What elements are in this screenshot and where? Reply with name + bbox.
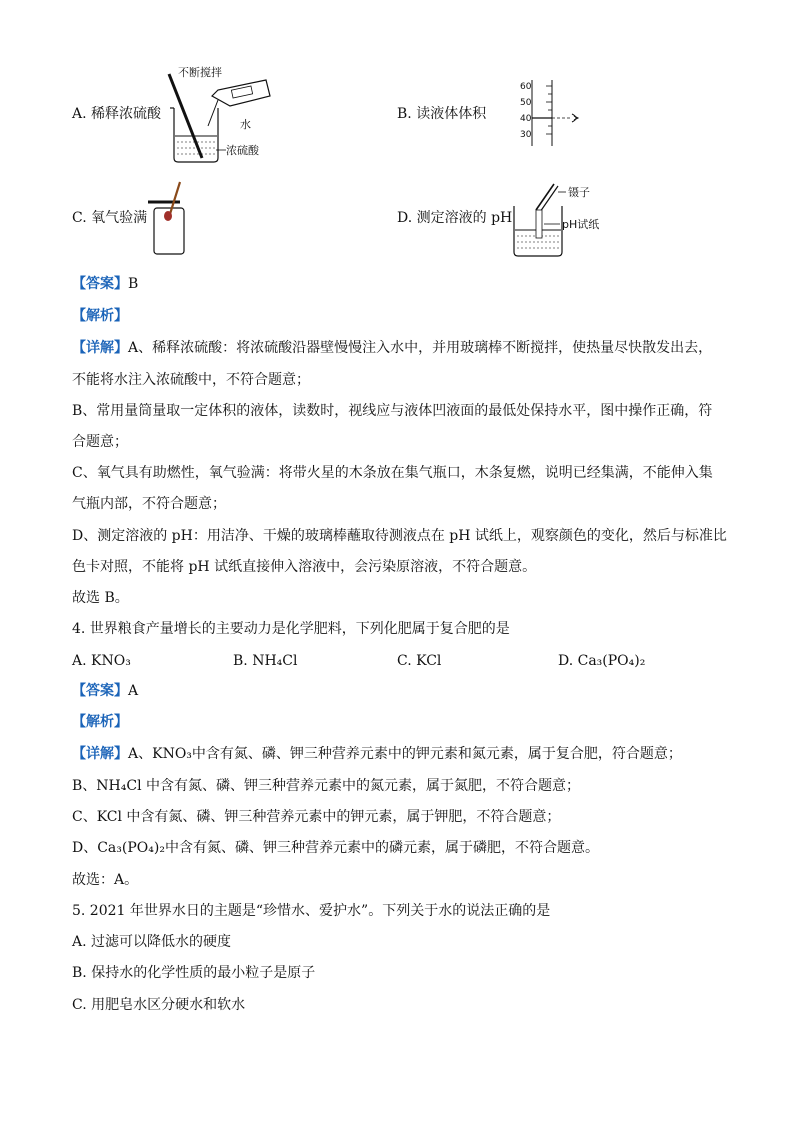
q5-option-c: C. 用肥皂水区分硬水和软水: [72, 997, 246, 1013]
graduated-cylinder-figure: [512, 76, 592, 148]
water-label: 水: [240, 118, 251, 131]
q4-analysis-tag: 【解析】: [72, 714, 128, 730]
ph-paper-label: pH试纸: [562, 218, 600, 231]
q4-line: B、NH₄Cl 中含有氮、磷、钾三种营养元素中的氮元素，属于氮肥，不符合题意；: [72, 778, 580, 794]
q5-option-a: A. 过滤可以降低水的硬度: [72, 934, 232, 950]
q3-line: C、氧气具有助燃性，氧气验满：将带火星的木条放在集气瓶口，木条复燃，说明已经集满，不能伸入集: [72, 465, 713, 481]
q4-option-d: D. Ca₃(PO₄)₂: [558, 653, 646, 669]
tick-50: 50: [520, 98, 532, 108]
stir-label: 不断搅拌: [178, 66, 222, 79]
q3-line: 气瓶内部，不符合题意；: [72, 496, 226, 512]
q4-option-a: A. KNO₃: [72, 653, 131, 669]
q4-answer: [72, 681, 138, 701]
answer-value: B: [128, 276, 139, 292]
option-b-label: B. 读液体体积: [397, 106, 487, 122]
q3-answer: [72, 274, 138, 294]
q3-line: D、测定溶液的 pH：用洁净、干燥的玻璃棒蘸取待测液点在 pH 试纸上，观察颜色的变化，然后与标准比: [72, 528, 727, 544]
q4-conclusion: 故选：A。: [72, 872, 139, 888]
tweezer-label: 镊子: [568, 186, 590, 199]
q3-line: 色卡对照，不能将 pH 试纸直接伸入溶液中，会污染原溶液，不符合题意。: [72, 559, 537, 575]
q3-conclusion: 故选 B。: [72, 590, 129, 606]
option-a-label: A. 稀释浓硫酸: [72, 106, 162, 122]
q5-option-b: B. 保持水的化学性质的最小粒子是原子: [72, 965, 316, 981]
detail-tag: 【详解】: [72, 746, 128, 762]
acid-label: 浓硫酸: [226, 144, 259, 157]
q3-line: 不能将水注入浓硫酸中，不符合题意；: [72, 372, 310, 388]
answer-tag: 【答案】: [72, 276, 128, 292]
tick-60: 60: [520, 82, 532, 92]
q4-line: C、KCl 中含有氮、磷、钾三种营养元素中的钾元素，属于钾肥，不符合题意；: [72, 809, 561, 825]
detail-tag: 【详解】: [72, 340, 128, 356]
ph-test-figure: [510, 180, 620, 260]
q3-analysis-tag: 【解析】: [72, 308, 128, 324]
option-c-label: C. 氧气验满: [72, 210, 148, 226]
eye-icon: [572, 114, 578, 122]
q3-line: 合题意；: [72, 434, 128, 450]
q3-line: B、常用量筒量取一定体积的液体，读数时，视线应与液体凹液面的最低处保持水平，图中操作正确，符: [72, 403, 713, 419]
q4-option-b: B. NH₄Cl: [233, 653, 298, 669]
dilute-acid-figure: [160, 66, 290, 166]
q3-detail-line: 【详解】A、稀释浓硫酸：将浓硫酸沿器壁慢慢注入水中，并用玻璃棒不断搅拌，使热量尽快散发出去，: [72, 340, 713, 356]
tick-40: 40: [520, 114, 532, 124]
answer-tag: 【答案】: [72, 683, 128, 699]
q4-option-c: C. KCl: [397, 653, 442, 669]
q4-line: D、Ca₃(PO₄)₂中含有氮、磷、钾三种营养元素中的磷元素，属于磷肥，不符合题意。: [72, 840, 599, 856]
q4-detail-line: 【详解】A、KNO₃中含有氮、磷、钾三种营养元素中的钾元素和氮元素，属于复合肥，符合题意；: [72, 746, 682, 762]
q5-stem: 5. 2021 年世界水日的主题是“珍惜水、爱护水”。下列关于水的说法正确的是: [72, 903, 551, 919]
q4-stem: 4. 世界粮食产量增长的主要动力是化学肥料，下列化肥属于复合肥的是: [72, 621, 510, 637]
option-d-label: D. 测定溶液的 pH: [397, 210, 513, 226]
answer-value: A: [128, 683, 139, 699]
tick-30: 30: [520, 130, 532, 140]
oxygen-test-figure: [140, 178, 200, 258]
